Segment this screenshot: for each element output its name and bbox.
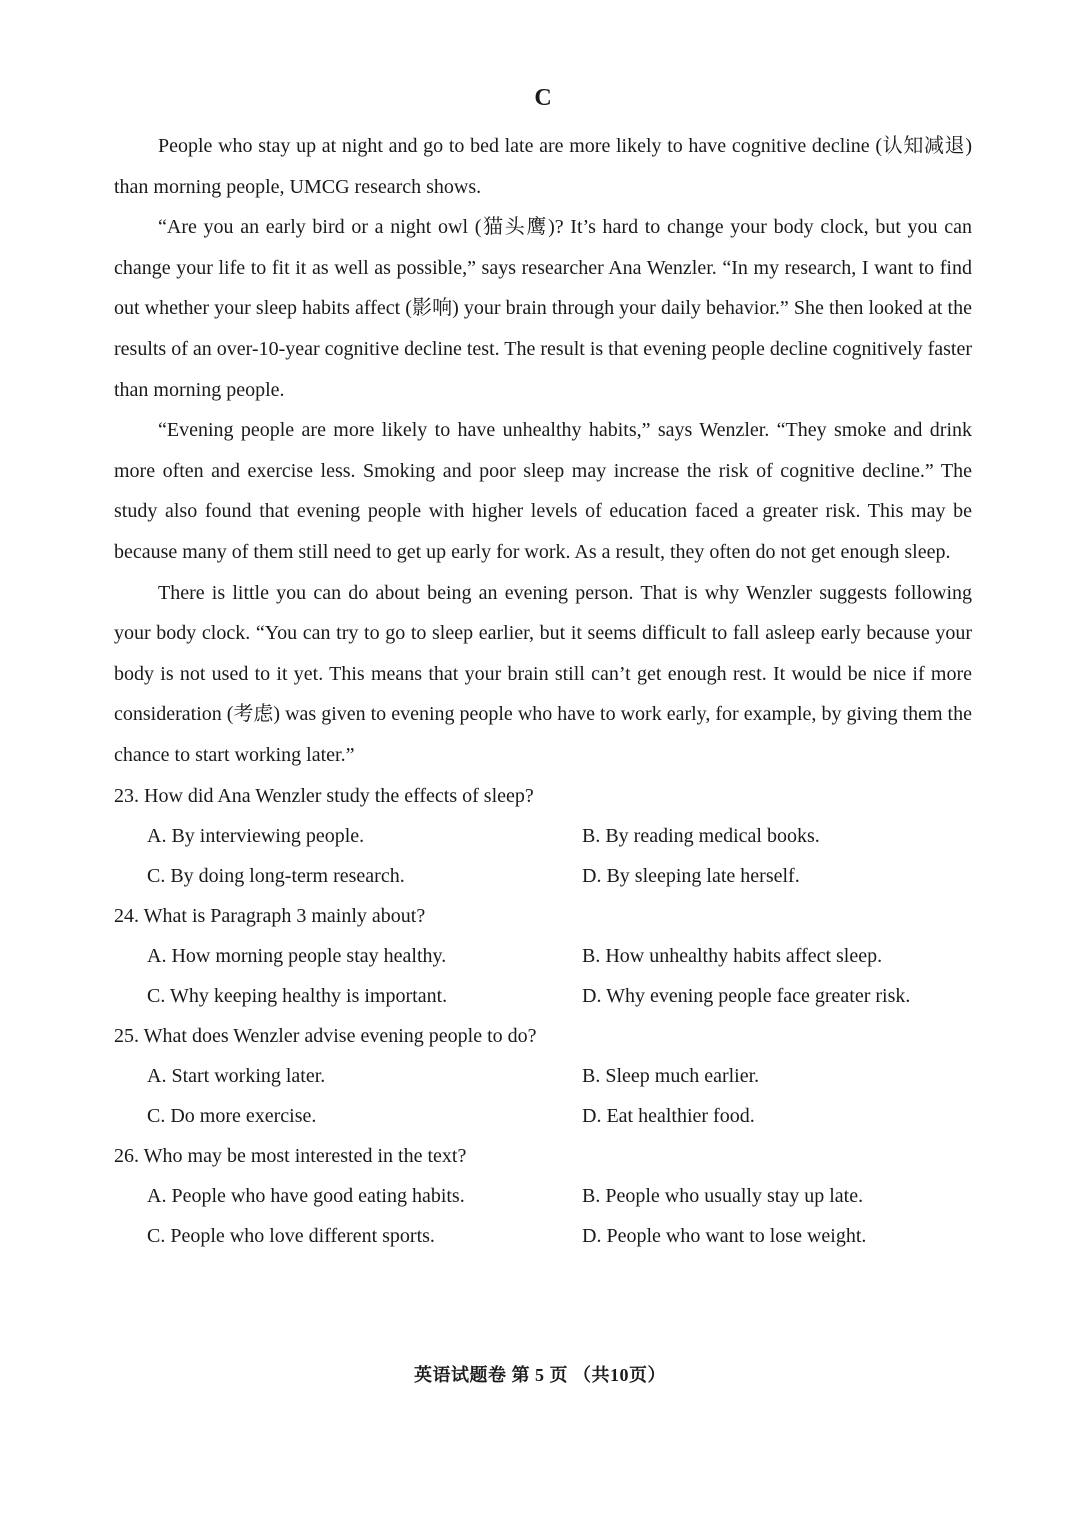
option-d: D. People who want to lose weight. (582, 1224, 867, 1247)
option-a: A. Start working later. (147, 1064, 326, 1087)
option-a: A. By interviewing people. (147, 824, 365, 847)
paragraph-2: “Are you an early bird or a night owl (猫头鹰)? It’s hard to change your body clock, but you can change your life to fit it as well as possible,” says researcher Ana Wenzler. “In my research, I want to find out whether your sleep habits affect (影响) your brain through your daily behavior.” She then looked at the results of an over-10-year cognitive decline test. The result is that evening people decline cognitively faster than morning people. (114, 216, 972, 401)
question-24 (114, 896, 972, 1016)
question-list (114, 776, 972, 1256)
option-a: A. People who have good eating habits. (147, 1184, 465, 1207)
option-b: B. By reading medical books. (582, 824, 820, 847)
option-b: B. People who usually stay up late. (582, 1184, 864, 1207)
option-b: B. Sleep much earlier. (582, 1064, 760, 1087)
option-c: C. People who love different sports. (147, 1224, 435, 1247)
section-heading: C (534, 85, 552, 111)
option-c: C. By doing long-term research. (147, 864, 405, 887)
paragraph-1: People who stay up at night and go to bed late are more likely to have cognitive decline (认知减退) than morning people, UMCG research shows. (114, 135, 972, 198)
question-25 (114, 1016, 972, 1136)
option-d: D. Eat healthier food. (582, 1104, 755, 1127)
option-d: D. Why evening people face greater risk. (582, 984, 911, 1007)
question-stem: 24. What is Paragraph 3 mainly about? (114, 904, 426, 927)
exam-page (114, 82, 972, 1256)
question-stem: 25. What does Wenzler advise evening people to do? (114, 1024, 537, 1047)
option-grid (114, 936, 972, 1016)
question-23 (114, 776, 972, 896)
question-26 (114, 1136, 972, 1256)
reading-passage (114, 126, 972, 776)
page-footer: 英语试题卷 第 5 页 （共10页） (414, 1365, 666, 1385)
paragraph-3: “Evening people are more likely to have unhealthy habits,” says Wenzler. “They smoke and drink more often and exercise less. Smoking and poor sleep may increase the risk of cognitive decline.” The study also found that evening people with higher levels of education faced a greater risk. This may be because many of them still need to get up early for work. As a result, they often do not get enough sleep. (114, 419, 972, 563)
option-a: A. How morning people stay healthy. (147, 944, 447, 967)
option-grid (114, 1176, 972, 1256)
option-c: C. Why keeping healthy is important. (147, 984, 448, 1007)
paragraph-4: There is little you can do about being an evening person. That is why Wenzler suggests following your body clock. “You can try to go to sleep earlier, but it seems difficult to fall asleep early because your body is not used to it yet. This means that your brain still can’t get enough rest. It would be nice if more consideration (考虑) was given to evening people who have to work early, for example, by giving them the chance to start working later.” (114, 581, 972, 766)
option-grid (114, 1056, 972, 1136)
option-d: D. By sleeping late herself. (582, 864, 800, 887)
question-stem: 23. How did Ana Wenzler study the effects of sleep? (114, 784, 534, 807)
option-c: C. Do more exercise. (147, 1104, 317, 1127)
option-grid (114, 816, 972, 896)
option-b: B. How unhealthy habits affect sleep. (582, 944, 883, 967)
question-stem: 26. Who may be most interested in the text? (114, 1144, 467, 1167)
